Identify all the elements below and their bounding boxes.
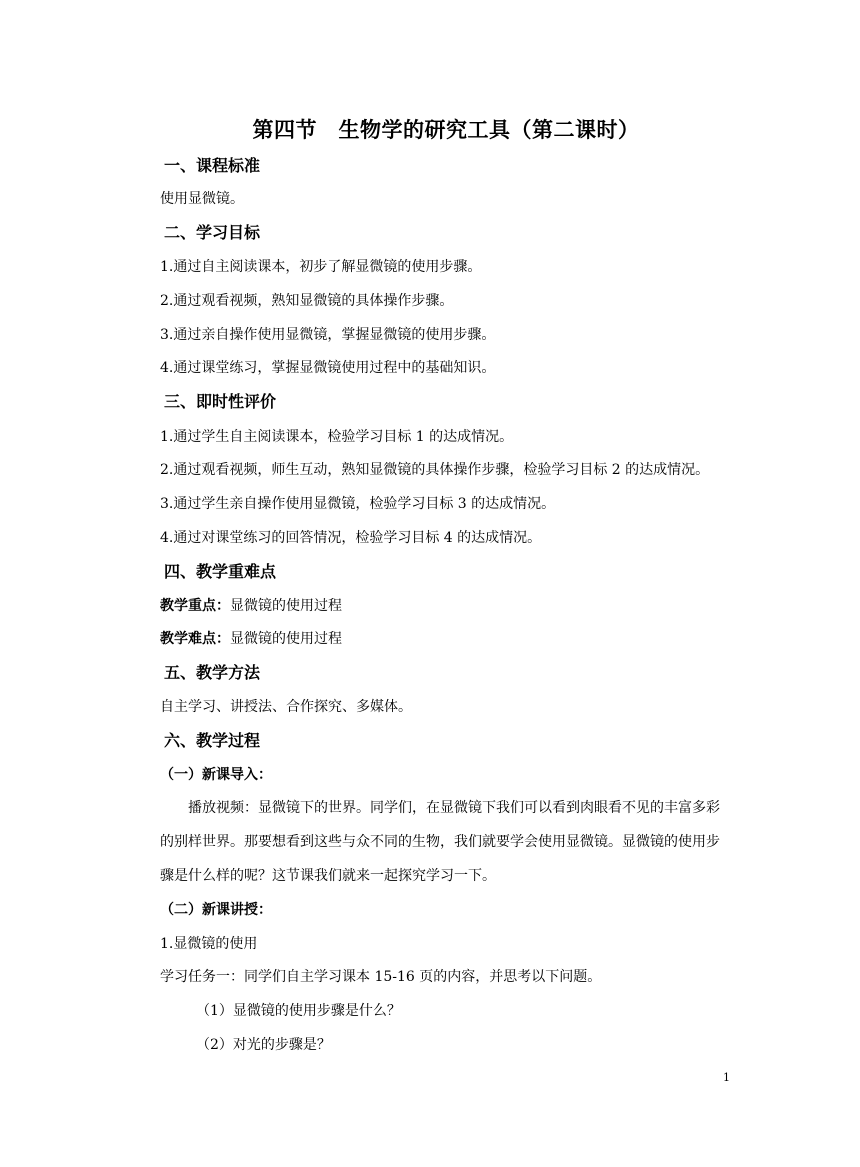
intro-paragraph-line-2: 的别样世界。那要想看到这些与众不同的生物，我们就要学会使用显微镜。显微镜的使用步 — [160, 834, 720, 850]
heading-methods: 五、教学方法 — [164, 663, 261, 682]
subheading-introduction: （一）新课导入： — [160, 767, 272, 783]
learning-goal-4: 4.通过课堂练习，掌握显微镜使用过程中的基础知识。 — [160, 360, 496, 376]
heading-course-standard: 一、课程标准 — [164, 156, 261, 175]
subheading-new-lesson: （二）新课讲授： — [160, 902, 272, 918]
learning-goal-3: 3.通过亲自操作使用显微镜，掌握显微镜的使用步骤。 — [160, 327, 496, 343]
difficulty-label: 教学难点： — [160, 631, 230, 647]
evaluation-4: 4.通过对课堂练习的回答情况，检验学习目标 4 的达成情况。 — [160, 530, 542, 546]
heading-evaluation: 三、即时性评价 — [164, 392, 277, 411]
difficulty-text: 显微镜的使用过程 — [230, 631, 342, 647]
heading-key-points: 四、教学重难点 — [164, 562, 277, 581]
heading-process: 六、教学过程 — [164, 731, 261, 750]
question-2: （2）对光的步骤是？ — [196, 1037, 331, 1053]
learning-goal-1: 1.通过自主阅读课本，初步了解显微镜的使用步骤。 — [160, 259, 482, 275]
intro-paragraph-line-1: 播放视频：显微镜下的世界。同学们，在显微镜下我们可以看到肉眼看不见的丰富多彩 — [188, 800, 720, 816]
key-point-line — [160, 597, 342, 615]
key-point-text: 显微镜的使用过程 — [230, 598, 342, 614]
intro-paragraph-line-3: 骤是什么样的呢？这节课我们就来一起探究学习一下。 — [160, 868, 496, 884]
page-number: 1 — [723, 1071, 730, 1084]
page-title: 第四节 生物学的研究工具（第二课时） — [252, 118, 640, 142]
learning-task-one: 学习任务一：同学们自主学习课本 15-16 页的内容，并思考以下问题。 — [160, 969, 602, 985]
methods-text: 自主学习、讲授法、合作探究、多媒体。 — [160, 699, 412, 715]
learning-goal-2: 2.通过观看视频，熟知显微镜的具体操作步骤。 — [160, 293, 454, 309]
question-1: （1）显微镜的使用步骤是什么？ — [196, 1003, 401, 1019]
course-standard-text: 使用显微镜。 — [160, 191, 244, 207]
evaluation-2: 2.通过观看视频，师生互动，熟知显微镜的具体操作步骤，检验学习目标 2 的达成情况。 — [160, 462, 710, 478]
evaluation-1: 1.通过学生自主阅读课本，检验学习目标 1 的达成情况。 — [160, 429, 514, 445]
difficulty-line — [160, 630, 342, 648]
heading-learning-goals: 二、学习目标 — [164, 223, 261, 242]
key-point-label: 教学重点： — [160, 598, 230, 614]
evaluation-3: 3.通过学生亲自操作使用显微镜，检验学习目标 3 的达成情况。 — [160, 496, 556, 512]
microscope-use-item: 1.显微镜的使用 — [160, 936, 258, 952]
